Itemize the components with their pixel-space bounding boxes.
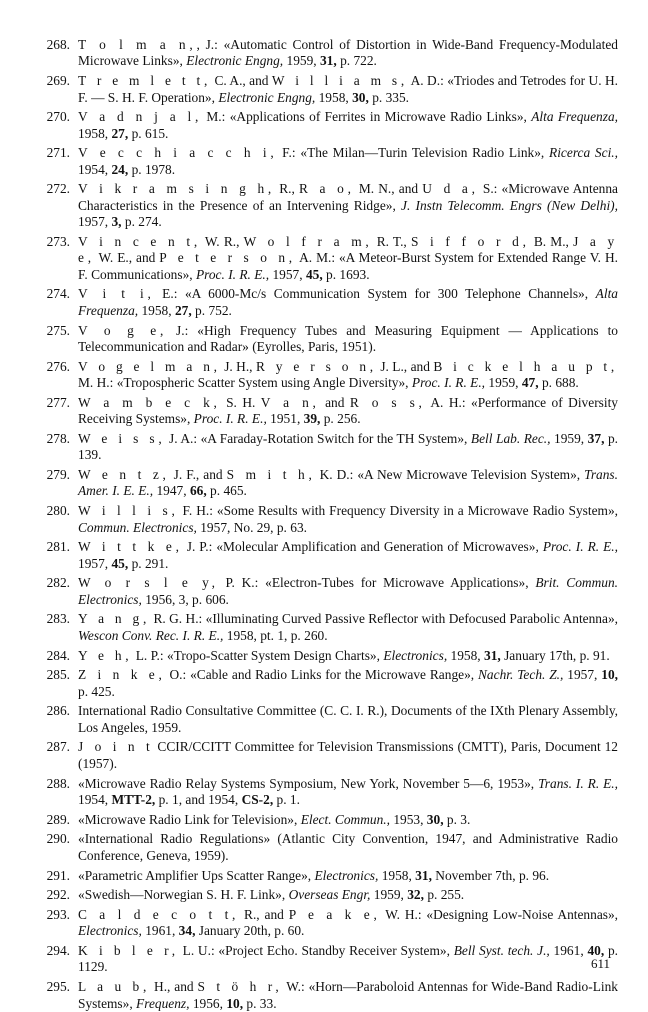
reference-segment: p. 722.: [336, 53, 377, 69]
reference-number: 291.: [46, 867, 70, 883]
reference-segment: A. M.: «A Meteor-Burst System for Extended Range V. H. F. Communications»,: [78, 250, 618, 282]
reference-number: 276.: [46, 358, 70, 374]
author-name: V i k r a m s i n g h,: [78, 181, 276, 197]
reference-segment: p. 688.: [538, 375, 579, 391]
reference-segment: p. 33.: [243, 995, 277, 1011]
author-name: V o g e l m a n,: [78, 358, 221, 374]
volume-number: 31,: [319, 53, 337, 69]
reference-number: 295.: [46, 979, 70, 995]
author-name: S m i t h,: [226, 467, 316, 483]
volume-number: 45,: [111, 555, 129, 571]
reference-number: 288.: [46, 775, 70, 791]
journal-title: Electronics,: [314, 867, 379, 883]
reference-number: 269.: [46, 73, 70, 89]
reference-segment: p. 255.: [423, 887, 465, 903]
reference-segment: J. A.: «A Faraday-Rotation Switch for the TH System»,: [165, 430, 471, 446]
reference-segment: p. 291.: [128, 555, 169, 571]
reference-item: [40, 739, 618, 772]
author-name: W e n t z,: [78, 467, 170, 483]
reference-number: 279.: [46, 467, 70, 483]
reference-text: [78, 286, 618, 317]
reference-segment: p. 425.: [78, 683, 115, 699]
reference-segment: 1957,: [563, 667, 602, 683]
reference-item: [40, 812, 618, 828]
reference-number: 287.: [46, 739, 70, 755]
reference-text: [78, 323, 618, 354]
reference-list: [40, 37, 618, 1012]
journal-title: Bell Lab. Rec.,: [470, 430, 551, 446]
reference-item: [40, 467, 618, 500]
reference-segment: J. P.: «Molecular Amplification and Generation of Microwaves»,: [182, 539, 543, 555]
reference-text: [78, 739, 618, 770]
journal-title: Commun. Electronics,: [78, 519, 197, 535]
volume-number: 45,: [305, 266, 323, 282]
reference-text: [78, 575, 618, 606]
author-name: J a y e,: [78, 233, 618, 266]
reference-number: 271.: [46, 145, 70, 161]
reference-segment: 1958,: [78, 125, 112, 141]
journal-title: Electronic Engng,: [218, 89, 316, 105]
reference-segment: November 7th, p. 96.: [431, 867, 550, 883]
reference-text: [78, 979, 618, 1010]
journal-title: Proc. I. R. E.,: [411, 375, 486, 391]
reference-segment: 1958, pt. 1, p. 260.: [223, 627, 328, 643]
reference-text: [78, 37, 618, 68]
author-name: T r e m l e t t,: [78, 73, 212, 89]
reference-segment: , J.: «Automatic Control of Distortion in Wide-Band Frequency-Modulated Microwave Links»,: [78, 37, 618, 69]
reference-segment: CCIR/CCITT Committee for Television Transmissions (CMTT), Paris, Document 12 (1957).: [78, 739, 618, 771]
reference-text: [78, 703, 618, 734]
journal-title: Elect. Commun.,: [300, 811, 390, 827]
reference-text: [78, 503, 618, 534]
reference-text: [78, 611, 618, 642]
reference-segment: 1957, No. 29, p. 63.: [196, 519, 307, 535]
journal-title: Electronics,: [383, 647, 448, 663]
reference-segment: M.: «Applications of Ferrites in Microwave Radio Links»,: [202, 109, 532, 125]
journal-title: Brit. Commun. Electronics,: [78, 575, 619, 607]
reference-item: [40, 979, 618, 1012]
reference-segment: 1957,: [78, 214, 112, 230]
volume-number: 47,: [521, 375, 539, 391]
reference-segment: R., and: [239, 906, 289, 922]
journal-title: Overseas Engr,: [288, 887, 371, 903]
reference-item: [40, 703, 618, 736]
reference-segment: 1954,: [78, 792, 112, 807]
volume-number: 27,: [111, 125, 129, 141]
reference-item: [40, 539, 618, 572]
reference-segment: L. P.: «Tropo-Scatter System Design Charts»,: [132, 647, 384, 663]
journal-title: Trans. Amer. I. E. E.,: [78, 467, 618, 499]
reference-text: [78, 539, 618, 570]
volume-number: 10,: [601, 667, 618, 683]
reference-segment: P. K.: «Electron-Tubes for Microwave Applications»,: [218, 575, 536, 591]
volume-number: 37,: [587, 430, 605, 446]
reference-item: [40, 776, 618, 809]
reference-number: 275.: [46, 322, 70, 338]
author-name: B i c k e l h a u p t,: [433, 358, 618, 374]
reference-text: [78, 907, 618, 938]
reference-segment: p. 1129.: [78, 943, 619, 975]
reference-segment: 1959,: [370, 887, 408, 903]
reference-number: 277.: [46, 394, 70, 410]
journal-title: Proc. I. R. E.,: [542, 539, 618, 555]
reference-segment: «Microwave Radio Link for Television»,: [78, 811, 301, 827]
reference-text: [78, 868, 549, 883]
journal-title: Wescon Conv. Rec. I. R. E.,: [78, 627, 224, 643]
journal-title: Trans. I. R. E.,: [538, 775, 618, 791]
reference-segment: E.: «A 6000-Mc/s Communication System for 300 Telephone Channels»,: [154, 286, 596, 302]
author-name: Y e h,: [78, 647, 133, 663]
reference-segment: 1958,: [447, 647, 484, 663]
reference-segment: p. 1693.: [322, 266, 370, 282]
reference-item: [40, 575, 618, 608]
reference-segment: C. A., and: [211, 73, 272, 89]
volume-number: 66,: [189, 483, 207, 499]
journal-title: Alta Frequenza,: [531, 109, 618, 125]
volume-number: 10,: [226, 995, 244, 1011]
author-name: K i b l e r,: [78, 943, 179, 959]
reference-segment: J. L., and: [376, 358, 434, 374]
reference-text: [78, 667, 618, 698]
volume-number: 31,: [484, 647, 501, 663]
reference-text: [78, 73, 618, 104]
author-name: R o s s,: [349, 394, 426, 410]
reference-segment: H., and: [150, 979, 198, 995]
reference-text: [78, 648, 610, 663]
reference-number: 268.: [46, 37, 70, 52]
reference-item: [40, 907, 618, 940]
reference-segment: K. D.: «A New Microwave Television System»,: [315, 467, 585, 483]
reference-text: [78, 234, 618, 282]
reference-segment: S.: «Microwave Antenna Characteristics in the Presence of an Intervening Ridge»,: [78, 181, 618, 213]
reference-item: [40, 234, 618, 283]
author-name: S t ö h r,: [197, 979, 283, 995]
author-name: P e a k e,: [288, 906, 381, 922]
reference-segment: 1954,: [78, 161, 112, 177]
volume-number: 40,: [587, 943, 605, 959]
reference-item: [40, 943, 618, 976]
reference-segment: 1951,: [266, 411, 304, 427]
reference-text: [78, 776, 618, 807]
reference-segment: «International Radio Regulations» (Atlantic City Convention, 1947, and Administrative Radio Conference, Geneva, 1959).: [78, 831, 618, 863]
reference-item: [40, 503, 618, 536]
author-name: W e i s s,: [78, 430, 166, 446]
reference-number: 281.: [46, 539, 70, 555]
reference-text: [78, 943, 618, 974]
author-name: Z i n k e,: [78, 667, 166, 683]
volume-number: MTT-2,: [111, 792, 156, 807]
author-name: R a o,: [298, 181, 355, 197]
reference-segment: S. H.: [220, 394, 261, 410]
reference-segment: O.: «Cable and Radio Links for the Microwave Range»,: [165, 667, 478, 683]
author-name: W a m b e c k,: [78, 394, 221, 410]
reference-segment: 1953,: [389, 811, 427, 827]
reference-number: 294.: [46, 943, 70, 959]
reference-number: 278.: [46, 430, 70, 446]
reference-segment: W. H.: «Designing Low-Noise Antennas»,: [380, 906, 619, 922]
author-name: L a u b,: [78, 979, 151, 995]
reference-number: 273.: [46, 233, 70, 249]
reference-item: [40, 359, 618, 392]
reference-text: [78, 359, 618, 390]
reference-segment: 1957,: [78, 555, 112, 571]
reference-segment: International Radio Consultative Committee (C. C. I. R.), Documents of the IXth Plenary Assembly, Los Angeles, 1959.: [78, 703, 618, 735]
reference-segment: M. N., and: [354, 181, 423, 197]
reference-number: 286.: [46, 703, 70, 719]
reference-item: [40, 611, 618, 644]
reference-text: [78, 887, 464, 902]
author-name: W i l l i s,: [78, 503, 179, 519]
journal-title: Frequenz,: [136, 995, 190, 1011]
reference-item: [40, 667, 618, 700]
reference-number: 292.: [46, 887, 70, 903]
reference-segment: J. H.,: [220, 358, 256, 374]
volume-number: 30,: [426, 811, 444, 827]
reference-text: [78, 145, 618, 176]
reference-segment: W.: «Horn—Paraboloid Antennas for Wide-Band Radio-Link Systems»,: [78, 979, 618, 1011]
author-name: V a n,: [260, 394, 320, 410]
reference-segment: 1959,: [283, 53, 320, 69]
reference-segment: and: [319, 394, 350, 410]
volume-number: 30,: [352, 89, 369, 105]
journal-title: Bell Syst. tech. J.,: [453, 943, 550, 959]
journal-title: Nachr. Tech. Z.,: [478, 667, 564, 683]
reference-number: 282.: [46, 575, 70, 591]
reference-text: [78, 831, 618, 862]
reference-segment: 1961,: [141, 923, 179, 939]
reference-segment: W. R.,: [200, 233, 244, 249]
journal-title: Electronics,: [78, 923, 142, 939]
reference-item: [40, 648, 618, 664]
reference-text: [78, 181, 618, 229]
reference-segment: M. H.: «Tropospheric Scatter System using Angle Diversity»,: [78, 375, 412, 391]
reference-segment: R.,: [275, 181, 299, 197]
reference-segment: 1958,: [138, 302, 175, 318]
author-name: V i n c e n t,: [78, 233, 201, 249]
reference-item: [40, 145, 618, 178]
page-number: 611: [590, 956, 610, 971]
reference-segment: January 20th, p. 60.: [195, 923, 305, 939]
author-name: P e t e r s o n,: [159, 250, 296, 266]
reference-segment: J.: «High Frequency Tubes and Measuring Equipment — Applications to Telecommunication and Radar» (Eyrolles, Paris, 1951).: [78, 322, 618, 354]
reference-segment: 1956, 3, p. 606.: [141, 591, 229, 607]
reference-segment: «Swedish—Norwegian S. H. F. Link»,: [78, 887, 289, 903]
reference-item: [40, 73, 618, 106]
reference-segment: 1959,: [550, 430, 588, 446]
journal-title: Proc. I. R. E.,: [193, 411, 267, 427]
reference-segment: A. D.: «Triodes and Tetrodes for U. H. F. — S. H. F. Operation»,: [78, 73, 618, 105]
reference-number: 274.: [46, 286, 70, 302]
volume-number: 34,: [178, 923, 196, 939]
reference-segment: p. 139.: [78, 430, 618, 463]
reference-segment: p. 274.: [121, 214, 162, 230]
reference-number: 293.: [46, 906, 70, 922]
reference-text: [78, 395, 618, 426]
reference-item: [40, 323, 618, 356]
reference-number: 285.: [46, 667, 70, 683]
reference-text: [78, 812, 470, 827]
reference-segment: 1958,: [315, 89, 353, 105]
reference-segment: «Parametric Amplifier Ups Scatter Range»,: [78, 867, 315, 883]
reference-text: [78, 467, 618, 498]
reference-segment: January 17th, p. 91.: [500, 647, 610, 663]
author-name: R y e r s o n,: [255, 358, 377, 374]
reference-segment: p. 1, and 1954,: [155, 792, 242, 807]
reference-number: 289.: [46, 811, 70, 827]
author-name: V i t i,: [78, 286, 155, 302]
reference-segment: 1958,: [378, 867, 416, 883]
journal-title: Ricerca Sci.,: [549, 145, 618, 161]
reference-segment: F.: «The Milan—Turin Television Radio Link»,: [277, 145, 550, 161]
author-name: W i l l i a m s,: [271, 73, 408, 89]
reference-segment: R. G. H.: «Illuminating Curved Passive Reflector with Defocused Parabolic Antenna»,: [150, 611, 618, 627]
reference-item: [40, 831, 618, 864]
reference-segment: L. U.: «Project Echo. Standby Receiver System»,: [178, 943, 454, 959]
journal-title: Proc. I. R. E.,: [195, 266, 270, 282]
reference-segment: p. 465.: [206, 483, 247, 499]
reference-item: [40, 431, 618, 464]
author-name: J o i n t: [78, 739, 154, 755]
reference-item: [40, 109, 618, 142]
reference-number: 290.: [46, 831, 70, 847]
reference-item: [40, 395, 618, 428]
author-name: V e c c h i a c c h i,: [78, 145, 278, 161]
reference-segment: F. H.: «Some Results with Frequency Diversity in a Microwave Radio System»,: [178, 503, 618, 519]
author-name: U d a,: [422, 181, 479, 197]
reference-item: [40, 286, 618, 319]
journal-title: J. Instn Telecomm. Engrs (New Delhi),: [401, 197, 618, 213]
volume-number: 27,: [174, 302, 192, 318]
reference-segment: B. M.,: [529, 233, 574, 249]
reference-number: 272.: [46, 181, 70, 197]
reference-number: 270.: [46, 109, 70, 125]
journal-title: Alta Frequenza,: [78, 286, 618, 318]
volume-number: CS-2,: [241, 792, 274, 807]
reference-segment: 1959,: [485, 375, 522, 391]
reference-text: [78, 431, 618, 462]
author-name: V o g e,: [78, 322, 168, 338]
author-name: W i t t k e,: [78, 539, 183, 555]
author-name: W o r s l e y,: [78, 575, 219, 591]
reference-text: [78, 109, 618, 140]
reference-number: 283.: [46, 611, 70, 627]
author-name: T o l m a n,: [78, 37, 197, 52]
reference-segment: 1947,: [153, 483, 190, 499]
reference-segment: p. 752.: [191, 302, 232, 318]
reference-segment: W. E., and: [94, 250, 160, 266]
reference-item: [40, 887, 618, 903]
reference-item: [40, 37, 618, 70]
reference-segment: p. 256.: [320, 411, 361, 427]
volume-number: 39,: [303, 411, 321, 427]
reference-segment: A. H.: «Performance of Diversity Receiving Systems»,: [78, 394, 618, 427]
volume-number: 32,: [407, 887, 424, 903]
author-name: C a l d e c o t t,: [78, 906, 240, 922]
reference-number: 280.: [46, 503, 70, 519]
author-name: V a d n j a l,: [78, 109, 203, 125]
reference-segment: 1956,: [189, 995, 227, 1011]
author-name: S i f f o r d,: [410, 233, 530, 249]
volume-number: 31,: [415, 867, 432, 883]
reference-segment: p. 1978.: [128, 161, 176, 177]
reference-segment: p. 3.: [443, 811, 471, 827]
reference-segment: J. F., and: [169, 467, 227, 483]
reference-segment: 1957,: [269, 266, 306, 282]
volume-number: 3,: [111, 214, 122, 230]
reference-segment: «Microwave Radio Relay Systems Symposium, New York, November 5—6, 1953»,: [78, 775, 539, 791]
reference-segment: p. 1.: [273, 792, 300, 807]
author-name: Y a n g,: [78, 611, 151, 627]
author-name: W o l f r a m,: [243, 233, 373, 249]
reference-segment: p. 335.: [368, 89, 410, 105]
volume-number: 24,: [111, 161, 129, 177]
reference-segment: 1961,: [549, 943, 588, 959]
journal-title: Electronic Engng,: [186, 53, 284, 69]
reference-item: [40, 181, 618, 230]
reference-number: 284.: [46, 647, 70, 663]
reference-segment: p. 615.: [128, 125, 169, 141]
reference-segment: R. T.,: [372, 233, 411, 249]
reference-item: [40, 868, 618, 884]
